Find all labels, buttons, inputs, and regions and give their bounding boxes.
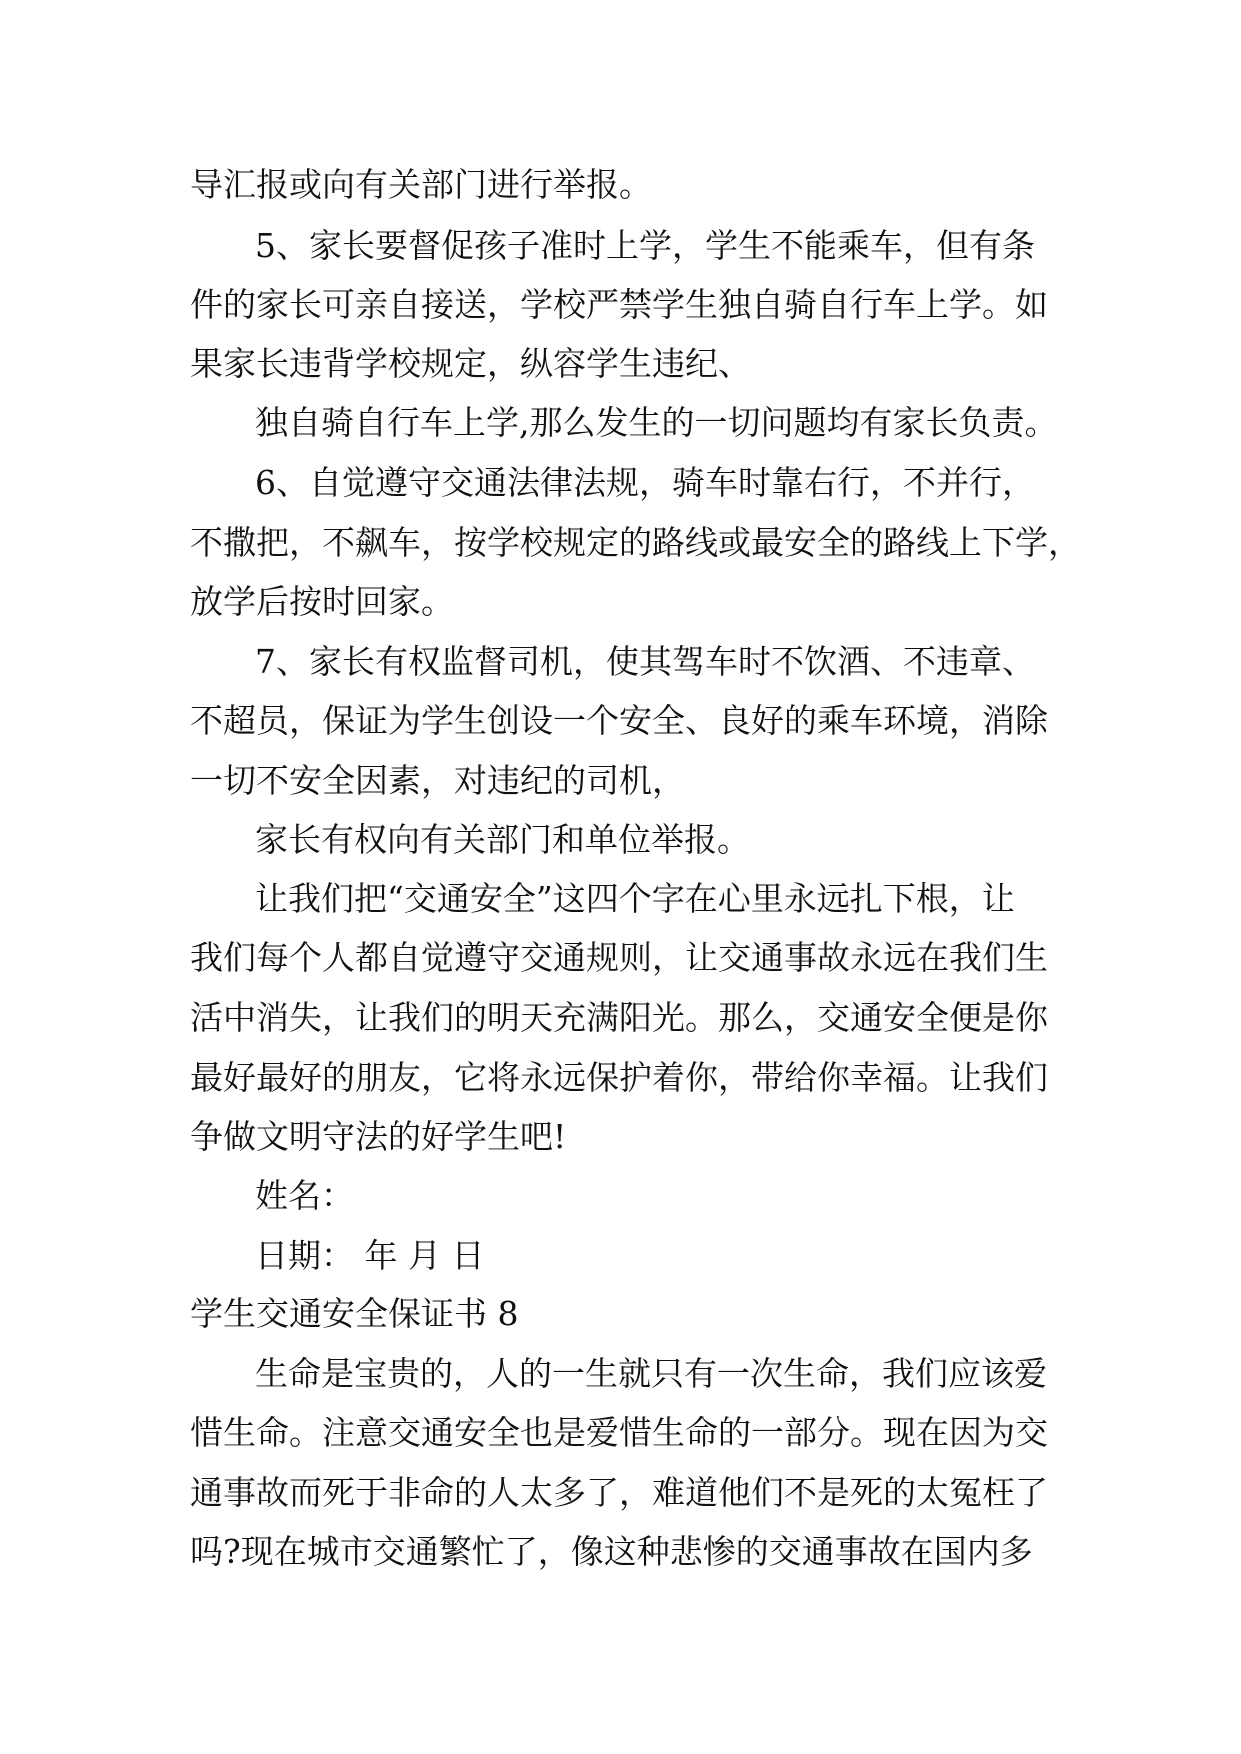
text-line: 6、自觉遵守交通法律法规，骑车时靠右行，不并行，	[255, 463, 1035, 502]
text-line: 件的家长可亲自接送，学校严禁学生独自骑自行车上学。如	[190, 285, 1048, 324]
text-line: 不超员，保证为学生创设一个安全、良好的乘车环境，消除	[190, 701, 1048, 740]
text-line: 最好最好的朋友，它将永远保护着你，带给你幸福。让我们	[190, 1058, 1048, 1097]
text-line: 生命是宝贵的，人的一生就只有一次生命，我们应该爱	[255, 1354, 1047, 1393]
text-line: 争做文明守法的好学生吧!	[190, 1117, 567, 1156]
text-line: 家长有权向有关部门和单位举报。	[255, 820, 750, 859]
text-line: 让我们把“交通安全”这四个字在心里永远扎下根，让	[255, 879, 1015, 918]
name-field-label: 姓名：	[255, 1176, 354, 1215]
text-line: 通事故而死于非命的人太多了，难道他们不是死的太冤枉了	[190, 1473, 1048, 1512]
text-line: 导汇报或向有关部门进行举报。	[190, 165, 652, 204]
text-line: 7、家长有权监督司机，使其驾车时不饮酒、不违章、	[255, 642, 1035, 681]
text-line: 不撒把，不飙车，按学校规定的路线或最安全的路线上下学，	[190, 523, 1081, 562]
date-field-label: 日期： 年 月 日	[255, 1236, 485, 1275]
text-line: 5、家长要督促孩子准时上学，学生不能乘车，但有条	[255, 226, 1035, 265]
text-line: 一切不安全因素，对违纪的司机，	[190, 761, 685, 800]
text-line: 活中消失，让我们的明天充满阳光。那么，交通安全便是你	[190, 998, 1048, 1037]
text-line: 放学后按时回家。	[190, 582, 454, 621]
text-line: 惜生命。注意交通安全也是爱惜生命的一部分。现在因为交	[190, 1413, 1048, 1452]
text-line: 我们每个人都自觉遵守交通规则，让交通事故永远在我们生	[190, 938, 1048, 977]
text-line: 吗?现在城市交通繁忙了，像这种悲惨的交通事故在国内多	[190, 1532, 1033, 1571]
text-line: 果家长违背学校规定，纵容学生违纪、	[190, 344, 751, 383]
section-title: 学生交通安全保证书 8	[190, 1294, 519, 1333]
text-line: 独自骑自行车上学,那么发生的一切问题均有家长负责。	[255, 403, 1058, 442]
